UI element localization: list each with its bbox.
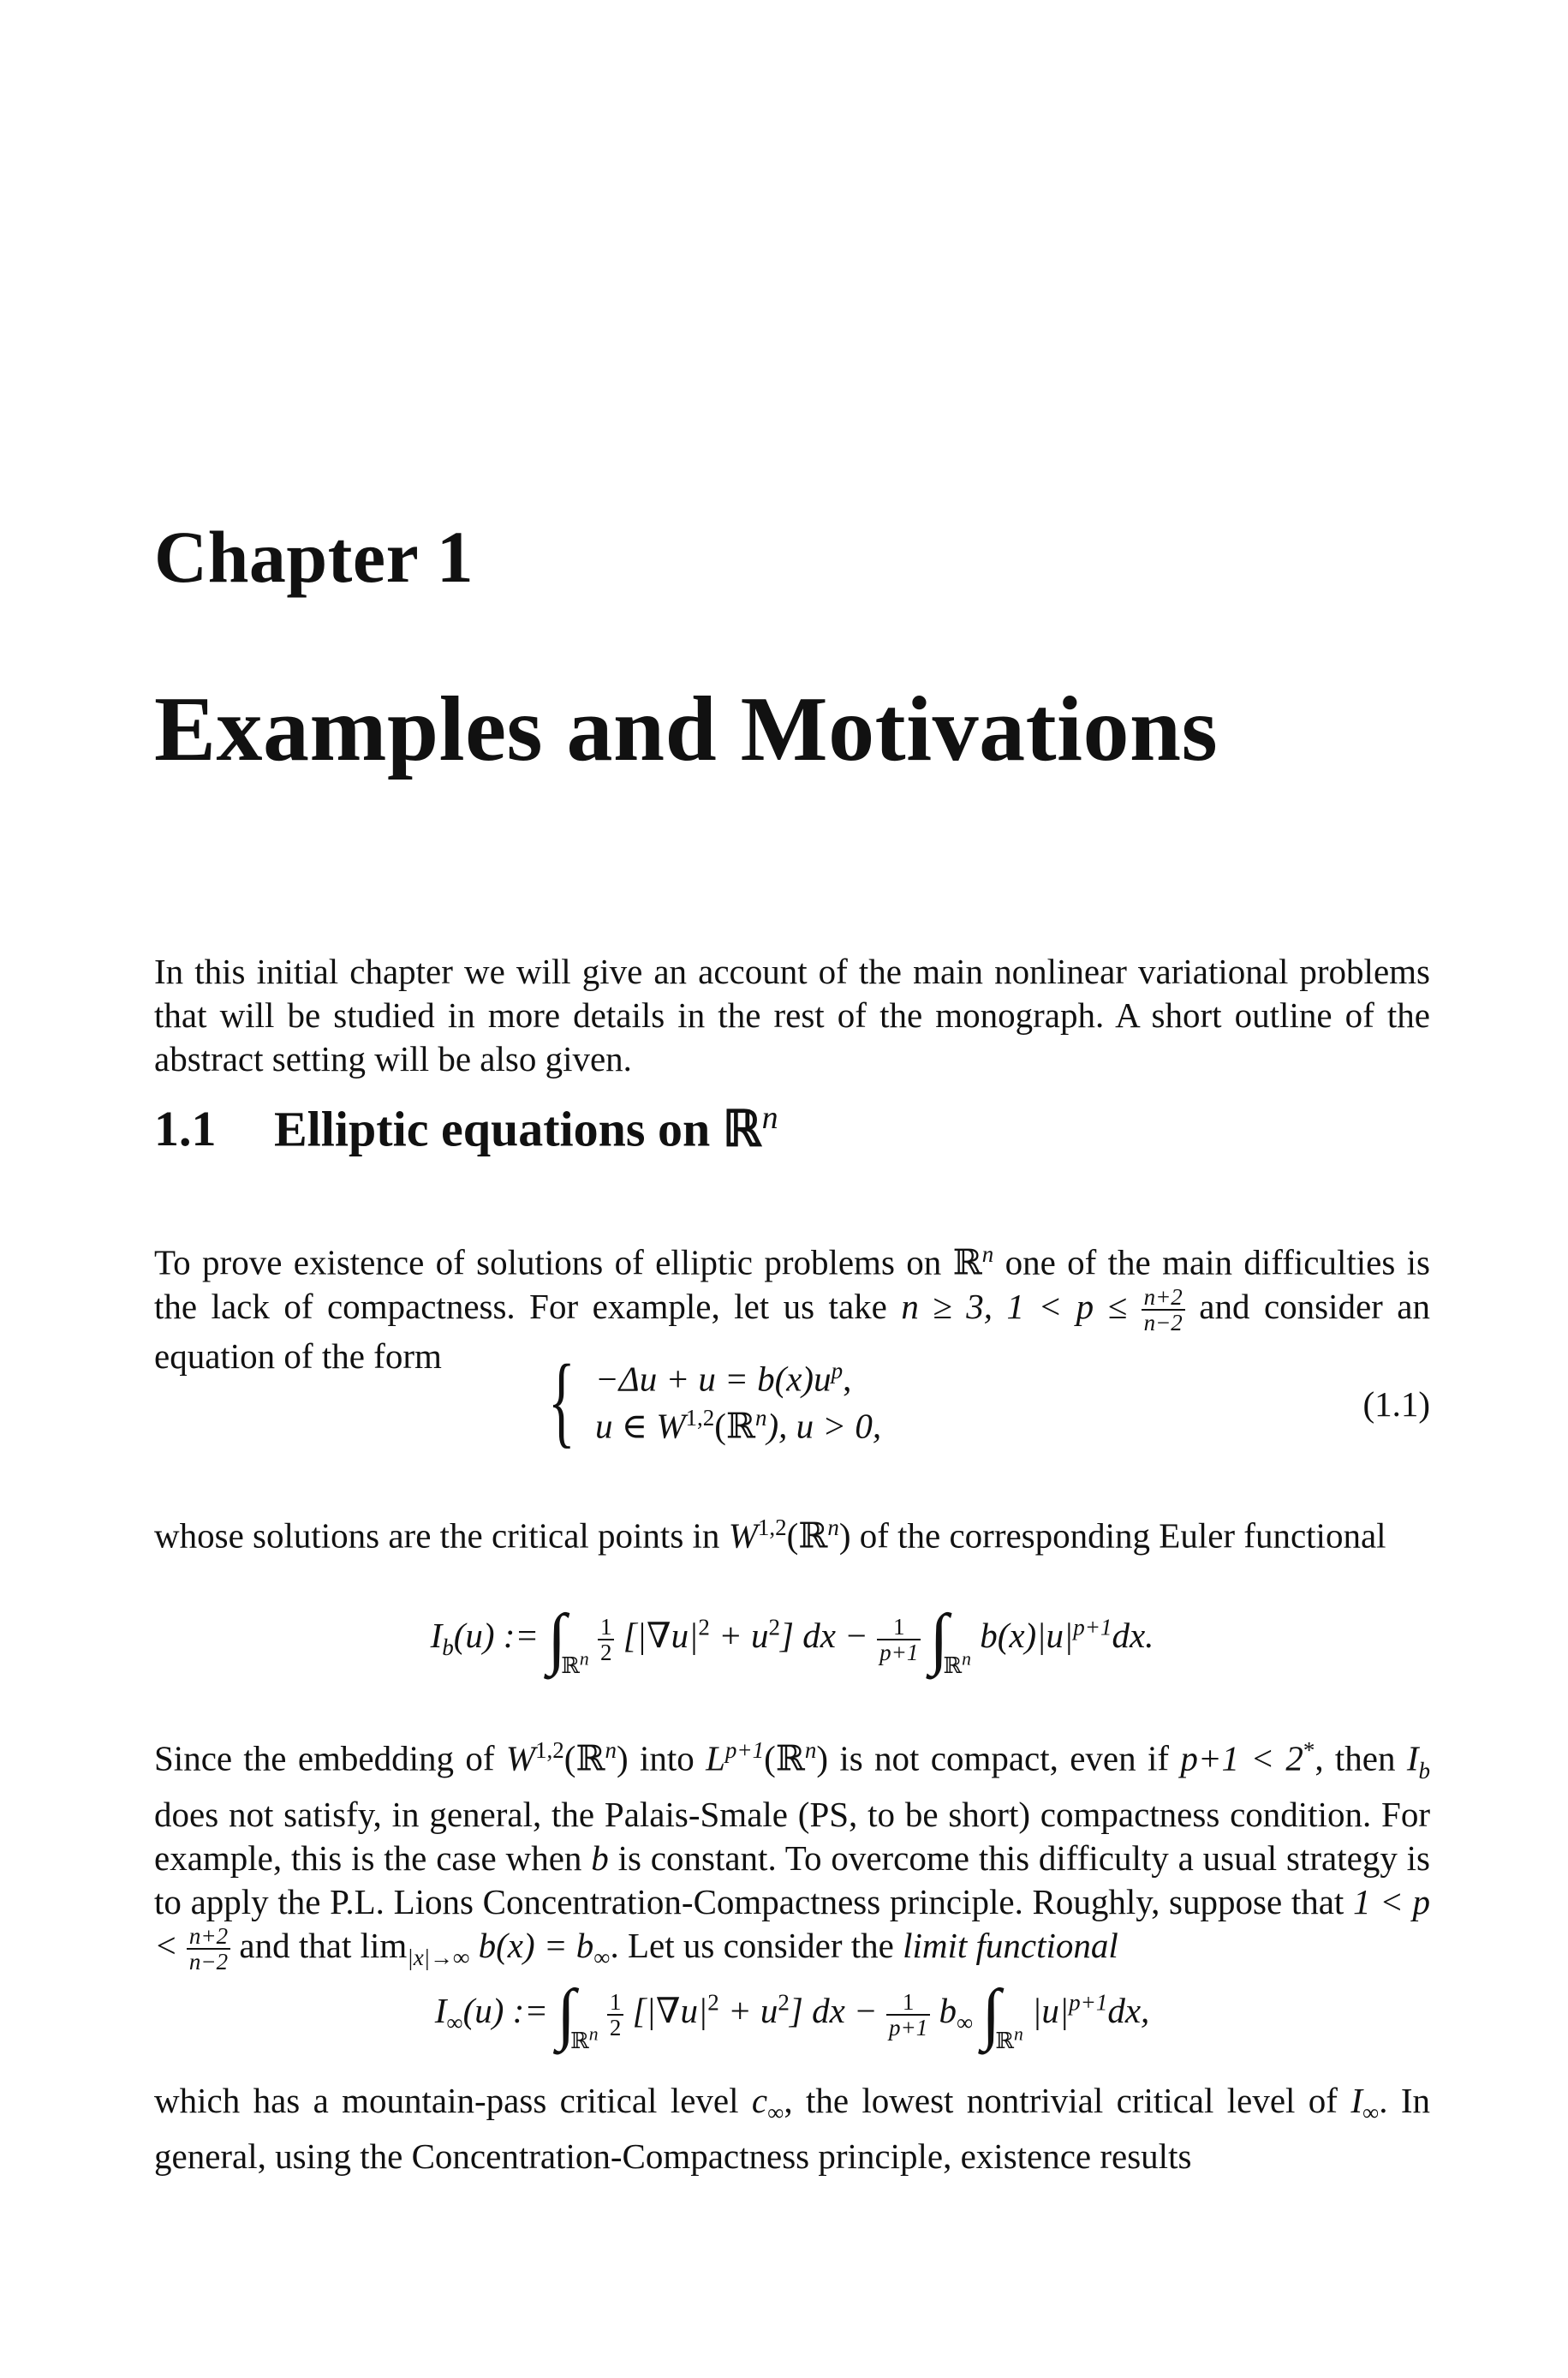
iinf-body3: ] dx − bbox=[789, 1990, 878, 2030]
p3-math-j: 1 < p < bbox=[154, 1881, 1431, 1965]
paragraph-2 bbox=[154, 1506, 1430, 1558]
p4-i-sub: ∞ bbox=[1362, 2100, 1380, 2126]
iinf-b: b bbox=[939, 1990, 957, 2030]
ib-body: [|∇u| bbox=[623, 1615, 699, 1655]
p3-ib: I bbox=[1406, 1738, 1419, 1778]
iinf-half-den: 2 bbox=[609, 2014, 622, 2040]
system-line-1-text: −Δu + u = b(x)u bbox=[595, 1359, 832, 1399]
book-page bbox=[154, 0, 1430, 2378]
p3-text-c: ) into bbox=[616, 1738, 706, 1778]
equation-number: (1.1) bbox=[1362, 1384, 1430, 1424]
ib-body3: ] dx − bbox=[780, 1615, 868, 1655]
p3-text-b: (ℝ bbox=[563, 1738, 605, 1778]
p3-text-g: , then bbox=[1315, 1738, 1407, 1778]
p3-f-sup: * bbox=[1303, 1737, 1315, 1763]
iinf-fraction bbox=[886, 1990, 930, 2040]
p3-k-sub: |x|→∞ bbox=[407, 1945, 470, 1971]
p4-i: I bbox=[1350, 2081, 1362, 2120]
p2-text-d: ) of the corresponding Euler functional bbox=[838, 1515, 1386, 1556]
p3-b-sup: n bbox=[605, 1737, 617, 1763]
iinf-body2: + u bbox=[718, 1990, 778, 2030]
ib-domain-2-r: ℝ bbox=[943, 1652, 963, 1678]
p1-text-b: one of the main difficulties is the lack of compactness. For example, let us take bbox=[154, 1242, 1430, 1326]
p1-frac-den: n−2 bbox=[1143, 1310, 1183, 1336]
p3-text-d: (ℝ bbox=[764, 1738, 805, 1778]
p4-text-a: which has a mountain-pass critical level bbox=[154, 2081, 752, 2120]
ib-half-num: 1 bbox=[598, 1615, 615, 1640]
section-title-sup: n bbox=[761, 1100, 778, 1136]
integral-sign: ∫ bbox=[557, 1976, 576, 2052]
ib-assign: (u) := bbox=[453, 1615, 540, 1655]
system-line-1-end: , bbox=[843, 1359, 852, 1399]
limit-functional-equation bbox=[154, 1975, 1430, 2054]
p1-sup-n: n bbox=[981, 1241, 994, 1267]
ib-frac-den: p+1 bbox=[879, 1639, 919, 1665]
iinf-domain-2 bbox=[995, 2023, 1023, 2053]
iinf-tail: |u| bbox=[1032, 1990, 1070, 2030]
ib-domain-2-sup: n bbox=[962, 1648, 971, 1670]
iinf-lhs: I bbox=[434, 1990, 447, 2030]
ib-body2-sup: 2 bbox=[768, 1614, 781, 1640]
iinf-body: [|∇u| bbox=[632, 1990, 708, 2030]
ib-lhs: I bbox=[430, 1615, 443, 1655]
iinf-body-sup: 2 bbox=[707, 1989, 719, 2016]
system-line-1 bbox=[595, 1358, 851, 1400]
p1-fraction bbox=[1142, 1285, 1185, 1335]
ib-tail-sup: p+1 bbox=[1073, 1614, 1112, 1640]
section-number: 1.1 bbox=[154, 1101, 217, 1157]
p2-text-c: (ℝ bbox=[786, 1515, 828, 1556]
p3-math-f: p+1 < 2 bbox=[1180, 1738, 1303, 1778]
p4-text-d: . In general, using the Concentration-Compactness principle, existence results bbox=[154, 2081, 1431, 2177]
chapter-title: Examples and Motivations bbox=[154, 678, 1219, 780]
integral-sign: ∫ bbox=[929, 1601, 949, 1676]
ib-domain bbox=[561, 1648, 589, 1678]
ib-half bbox=[598, 1615, 615, 1664]
system-line-1-sup: p bbox=[831, 1358, 844, 1383]
iinf-domain bbox=[570, 2023, 599, 2053]
ib-end: dx. bbox=[1112, 1615, 1154, 1655]
p3-frac-num: n+2 bbox=[187, 1924, 230, 1950]
p3-l-sup: p+1 bbox=[724, 1737, 765, 1763]
p3-d-sup: n bbox=[804, 1737, 817, 1763]
iinf-assign: (u) := bbox=[462, 1990, 548, 2030]
system-line-2 bbox=[595, 1405, 881, 1447]
iinf-domain-sup: n bbox=[588, 2023, 599, 2045]
p3-ib-sub: b bbox=[1418, 1757, 1430, 1784]
p2-w: W bbox=[728, 1515, 758, 1556]
ib-domain-2 bbox=[943, 1648, 971, 1678]
system-line-2-sup: 1,2 bbox=[685, 1405, 715, 1431]
iinf-body2-sup: 2 bbox=[778, 1989, 790, 2016]
iinf-tail-sup: p+1 bbox=[1069, 1989, 1108, 2016]
p3-w-sup: 1,2 bbox=[535, 1737, 564, 1763]
p3-text-k: and that lim bbox=[230, 1925, 408, 1965]
ib-frac-num: 1 bbox=[877, 1615, 921, 1640]
iinf-domain-2-sup: n bbox=[1014, 2023, 1023, 2045]
section-heading bbox=[154, 1099, 778, 1157]
p4-text-b: , the lowest nontrivial critical level of bbox=[784, 2081, 1351, 2120]
system-line-2-mid: (ℝ bbox=[714, 1406, 755, 1446]
p1-text-a: To prove existence of solutions of elliptic problems on ℝ bbox=[154, 1242, 982, 1282]
system-line-2-tail: ), u > 0, bbox=[766, 1406, 882, 1446]
ib-lhs-sub: b bbox=[442, 1634, 454, 1661]
system-line-2-text: u ∈ W bbox=[595, 1406, 686, 1446]
p3-fraction bbox=[187, 1924, 230, 1974]
system-line-2-sup2: n bbox=[755, 1405, 767, 1431]
p2-sup-n: n bbox=[827, 1515, 839, 1540]
p2-text-a: whose solutions are the critical points in bbox=[154, 1515, 729, 1556]
iinf-lhs-sub: ∞ bbox=[446, 2010, 463, 2036]
p1-math: n ≥ 3, 1 < p ≤ bbox=[901, 1286, 1142, 1326]
intro-paragraph: In this initial chapter we will give an account of the main nonlinear variational problems that will be studied in more details in the rest of the monograph. A short outline of the abstract setting will be also given. bbox=[154, 952, 1430, 1078]
p3-text-i: is constant. To overcome this difficulty a usual strategy is to apply the P.L. Lions Concentration-Compactness principle. Roughly, suppose that bbox=[154, 1837, 1431, 1921]
p3-text-a: Since the embedding of bbox=[154, 1738, 506, 1778]
ib-body-sup: 2 bbox=[698, 1614, 710, 1640]
integral-sign: ∫ bbox=[547, 1601, 567, 1676]
p3-text-h: does not satisfy, in general, the Palais-Smale (PS, to be short) compactness condition. For example, this is the case when bbox=[154, 1794, 1430, 1878]
iinf-frac-den: p+1 bbox=[888, 2014, 928, 2040]
p3-b-var: b bbox=[591, 1837, 609, 1878]
ib-domain-r: ℝ bbox=[561, 1652, 580, 1678]
iinf-half bbox=[607, 1990, 624, 2040]
section-title: Elliptic equations on ℝ bbox=[274, 1101, 762, 1157]
ib-tail: b(x)|u| bbox=[980, 1615, 1074, 1655]
p3-text-m: . Let us consider the bbox=[610, 1925, 903, 1965]
p1-text-d: and consider an equation of the form bbox=[154, 1286, 1431, 1377]
p3-l: L bbox=[706, 1738, 725, 1778]
iinf-domain-2-r: ℝ bbox=[995, 2028, 1014, 2053]
iinf-domain-r: ℝ bbox=[570, 2028, 589, 2053]
p4-c: c bbox=[751, 2081, 768, 2120]
p3-math-l2: b(x) = b bbox=[469, 1925, 594, 1965]
p4-c-sub: ∞ bbox=[767, 2100, 784, 2126]
p3-text-e: ) is not compact, even if bbox=[816, 1738, 1181, 1778]
p3-limit-functional: limit functional bbox=[903, 1925, 1118, 1965]
iinf-end: dx, bbox=[1107, 1990, 1150, 2030]
p1-frac-num: n+2 bbox=[1142, 1285, 1185, 1311]
chapter-label: Chapter 1 bbox=[154, 516, 474, 598]
ib-fraction bbox=[877, 1615, 921, 1664]
p3-frac-den: n−2 bbox=[188, 1949, 229, 1975]
paragraph-4 bbox=[154, 2079, 1430, 2178]
integral-sign: ∫ bbox=[981, 1976, 1001, 2052]
euler-functional-equation bbox=[154, 1600, 1430, 1679]
paragraph-1 bbox=[154, 1233, 1430, 1378]
p2-w-sup: 1,2 bbox=[757, 1515, 787, 1540]
iinf-frac-num: 1 bbox=[886, 1990, 930, 2016]
ib-body2: + u bbox=[709, 1615, 769, 1655]
left-brace: { bbox=[548, 1343, 575, 1457]
p3-w: W bbox=[505, 1738, 535, 1778]
iinf-b-sub: ∞ bbox=[956, 2010, 974, 2036]
iinf-half-num: 1 bbox=[607, 1990, 624, 2016]
equation-system-1-1 bbox=[548, 1343, 1430, 1457]
ib-domain-sup: n bbox=[579, 1648, 589, 1670]
ib-half-den: 2 bbox=[599, 1639, 612, 1665]
p3-l2-sub: ∞ bbox=[593, 1945, 611, 1971]
paragraph-3 bbox=[154, 1729, 1430, 1980]
